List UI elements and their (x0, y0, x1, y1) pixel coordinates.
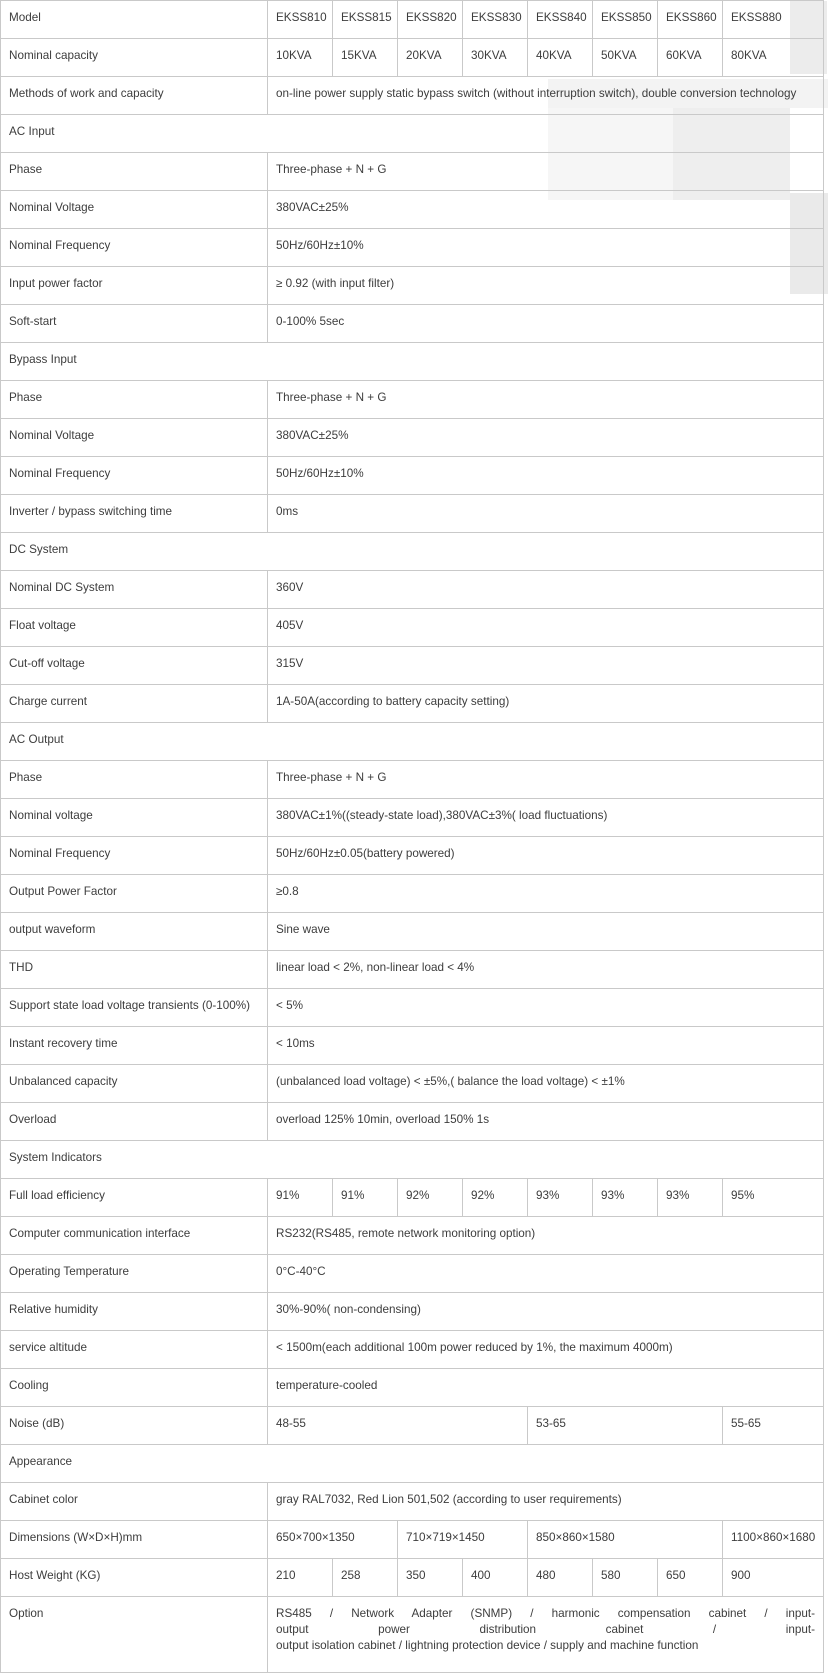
row-label: Instant recovery time (1, 1027, 268, 1065)
value-cell: 80KVA (723, 39, 824, 77)
spec-row (1, 419, 824, 457)
spec-row (1, 837, 824, 875)
section-row (1, 533, 824, 571)
row-value: 50Hz/60Hz±10% (268, 457, 824, 495)
row-value: 1A-50A(according to battery capacity setting) (268, 685, 824, 723)
section-label: Appearance (1, 1445, 824, 1483)
section-label: AC Output (1, 723, 824, 761)
value-cell: EKSS850 (593, 1, 658, 39)
row-value: temperature-cooled (268, 1369, 824, 1407)
value-cell: 92% (463, 1179, 528, 1217)
value-cell: 480 (528, 1559, 593, 1597)
row-label: Overload (1, 1103, 268, 1141)
spec-row (1, 1407, 824, 1445)
spec-row (1, 1293, 824, 1331)
spec-row (1, 1255, 824, 1293)
spec-row (1, 989, 824, 1027)
row-label: Computer communication interface (1, 1217, 268, 1255)
value-cell: 350 (398, 1559, 463, 1597)
spec-row (1, 1559, 824, 1597)
row-value: ˂ 10ms (268, 1027, 824, 1065)
spec-row (1, 799, 824, 837)
value-cell: 900 (723, 1559, 824, 1597)
row-label: Host Weight (KG) (1, 1559, 268, 1597)
row-label: Nominal Voltage (1, 419, 268, 457)
row-value: ≥0.8 (268, 875, 824, 913)
row-value: Three-phase + N + G (268, 761, 824, 799)
row-label: Cooling (1, 1369, 268, 1407)
value-cell: 210 (268, 1559, 333, 1597)
value-cell: 55-65 (723, 1407, 824, 1445)
row-label: Support state load voltage transients (0-100%) (1, 989, 268, 1027)
row-value: ˂ 1500m(each additional 100m power reduced by 1%, the maximum 4000m) (268, 1331, 824, 1369)
value-cell: 50KVA (593, 39, 658, 77)
row-label: Model (1, 1, 268, 39)
spec-row (1, 1, 824, 39)
row-value: 360V (268, 571, 824, 609)
row-label: Phase (1, 761, 268, 799)
spec-row (1, 1027, 824, 1065)
row-value: 0ms (268, 495, 824, 533)
section-row (1, 723, 824, 761)
value-cell: 650×700×1350 (268, 1521, 398, 1559)
value-cell: 60KVA (658, 39, 723, 77)
spec-row (1, 571, 824, 609)
row-value (268, 1597, 824, 1673)
row-label: Nominal Frequency (1, 837, 268, 875)
spec-row (1, 77, 824, 115)
row-value: 30%-90%( non-condensing) (268, 1293, 824, 1331)
value-cell: 20KVA (398, 39, 463, 77)
row-label: Dimensions (W×D×H)mm (1, 1521, 268, 1559)
spec-row (1, 609, 824, 647)
value-cell: EKSS860 (658, 1, 723, 39)
row-label: Input power factor (1, 267, 268, 305)
value-cell: 53-65 (528, 1407, 723, 1445)
value-cell: 30KVA (463, 39, 528, 77)
value-cell: 40KVA (528, 39, 593, 77)
section-label: DC System (1, 533, 824, 571)
section-label: AC Input (1, 115, 824, 153)
row-value: (unbalanced load voltage) ˂ ±5%,( balance the load voltage) ˂ ±1% (268, 1065, 824, 1103)
section-row (1, 343, 824, 381)
spec-row (1, 913, 824, 951)
value-cell: 93% (658, 1179, 723, 1217)
row-value: gray RAL7032, Red Lion 501,502 (according to user requirements) (268, 1483, 824, 1521)
row-label: Full load efficiency (1, 1179, 268, 1217)
row-label: Nominal Voltage (1, 191, 268, 229)
row-value: on-line power supply static bypass switch (without interruption switch), double conversion technology (268, 77, 824, 115)
row-label: Phase (1, 153, 268, 191)
value-cell: 650 (658, 1559, 723, 1597)
spec-row (1, 305, 824, 343)
row-value: 0-100% 5sec (268, 305, 824, 343)
row-value: RS232(RS485, remote network monitoring option) (268, 1217, 824, 1255)
row-value: 380VAC±25% (268, 191, 824, 229)
spec-row (1, 1179, 824, 1217)
row-label: Noise (dB) (1, 1407, 268, 1445)
spec-row (1, 875, 824, 913)
row-value: 380VAC±25% (268, 419, 824, 457)
row-label: output waveform (1, 913, 268, 951)
spec-row (1, 39, 824, 77)
value-cell: EKSS880 (723, 1, 824, 39)
value-cell: 95% (723, 1179, 824, 1217)
row-value: Sine wave (268, 913, 824, 951)
spec-row (1, 1597, 824, 1673)
option-line: output power distribution cabinet / input- (276, 1623, 815, 1636)
row-label: Relative humidity (1, 1293, 268, 1331)
row-label: Cut-off voltage (1, 647, 268, 685)
value-cell: EKSS815 (333, 1, 398, 39)
spec-row (1, 267, 824, 305)
spec-row (1, 1065, 824, 1103)
row-value: linear load ˂ 2%, non-linear load ˂ 4% (268, 951, 824, 989)
row-value: Three-phase + N + G (268, 381, 824, 419)
row-label: service altitude (1, 1331, 268, 1369)
row-label: Soft-start (1, 305, 268, 343)
row-label: Nominal Frequency (1, 457, 268, 495)
value-cell: 10KVA (268, 39, 333, 77)
row-value: ≥ 0.92 (with input filter) (268, 267, 824, 305)
section-label: Bypass Input (1, 343, 824, 381)
spec-row (1, 1483, 824, 1521)
row-label: Inverter / bypass switching time (1, 495, 268, 533)
spec-row (1, 1331, 824, 1369)
value-cell: 48-55 (268, 1407, 528, 1445)
value-cell: 710×719×1450 (398, 1521, 528, 1559)
row-label: Nominal voltage (1, 799, 268, 837)
value-cell: 91% (333, 1179, 398, 1217)
row-label: Methods of work and capacity (1, 77, 268, 115)
value-cell: 258 (333, 1559, 398, 1597)
row-value: 380VAC±1%((steady-state load),380VAC±3%( load fluctuations) (268, 799, 824, 837)
value-cell: 93% (528, 1179, 593, 1217)
row-value: ˂ 5% (268, 989, 824, 1027)
row-value: Three-phase + N + G (268, 153, 824, 191)
row-value: 50Hz/60Hz±0.05(battery powered) (268, 837, 824, 875)
value-cell: EKSS840 (528, 1, 593, 39)
spec-row (1, 1521, 824, 1559)
row-label: Float voltage (1, 609, 268, 647)
spec-row (1, 1103, 824, 1141)
row-label: Nominal capacity (1, 39, 268, 77)
section-row (1, 1445, 824, 1483)
row-label: Operating Temperature (1, 1255, 268, 1293)
row-value: 0°C-40°C (268, 1255, 824, 1293)
row-label: Cabinet color (1, 1483, 268, 1521)
row-label: Unbalanced capacity (1, 1065, 268, 1103)
value-cell: 1100×860×1680 (723, 1521, 824, 1559)
row-value: 405V (268, 609, 824, 647)
spec-row (1, 495, 824, 533)
spec-row (1, 685, 824, 723)
value-cell: 92% (398, 1179, 463, 1217)
spec-row (1, 191, 824, 229)
option-line: output isolation cabinet / lightning protection device / supply and machine function (276, 1639, 699, 1652)
spec-row (1, 761, 824, 799)
value-cell: EKSS810 (268, 1, 333, 39)
row-label: Option (1, 1597, 268, 1673)
row-label: THD (1, 951, 268, 989)
value-cell: 91% (268, 1179, 333, 1217)
section-label: System Indicators (1, 1141, 824, 1179)
value-cell: 580 (593, 1559, 658, 1597)
row-label: Charge current (1, 685, 268, 723)
option-line: RS485 / Network Adapter (SNMP) / harmonic compensation cabinet / input- (276, 1607, 815, 1620)
row-label: Output Power Factor (1, 875, 268, 913)
row-label: Nominal DC System (1, 571, 268, 609)
row-label: Phase (1, 381, 268, 419)
value-cell: 400 (463, 1559, 528, 1597)
value-cell: EKSS830 (463, 1, 528, 39)
value-cell: 93% (593, 1179, 658, 1217)
spec-row (1, 153, 824, 191)
value-cell: 850×860×1580 (528, 1521, 723, 1559)
row-value: overload 125% 10min, overload 150% 1s (268, 1103, 824, 1141)
row-value: 50Hz/60Hz±10% (268, 229, 824, 267)
value-cell: EKSS820 (398, 1, 463, 39)
value-cell: 15KVA (333, 39, 398, 77)
spec-row (1, 951, 824, 989)
section-row (1, 115, 824, 153)
spec-row (1, 457, 824, 495)
spec-row (1, 1217, 824, 1255)
spec-row (1, 229, 824, 267)
row-value: 315V (268, 647, 824, 685)
spec-row (1, 647, 824, 685)
spec-row (1, 1369, 824, 1407)
row-label: Nominal Frequency (1, 229, 268, 267)
section-row (1, 1141, 824, 1179)
spec-row (1, 381, 824, 419)
